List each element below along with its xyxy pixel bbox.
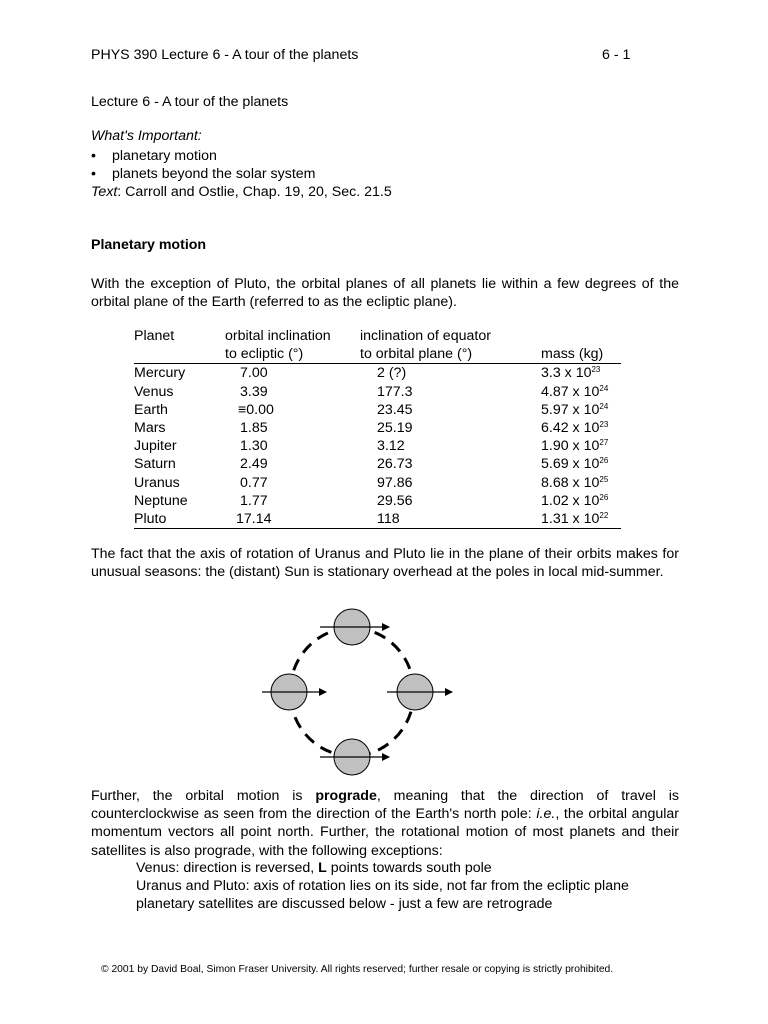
- section-title: Planetary motion: [91, 237, 207, 253]
- ie-abbrev: i.e.: [536, 806, 556, 823]
- header-cell: orbital inclination: [225, 328, 331, 344]
- table-row: [134, 401, 621, 419]
- mass-value: 5.97 x $10^{24}$: [541, 401, 609, 418]
- copyright-footer: © 2001 by David Boal, Simon Fraser University. All rights reserved; further resale or copying is strictly prohibited.: [101, 964, 614, 975]
- planet-name: Uranus: [134, 474, 180, 491]
- table-header-row: [134, 327, 621, 345]
- header-cell: [134, 345, 225, 364]
- exception-satellites: planetary satellites are discussed below - just a few are retrograde: [136, 896, 553, 912]
- header-cell: [541, 327, 621, 345]
- text-reference: [91, 184, 392, 200]
- equator-value: 26.73: [377, 456, 413, 473]
- inclination-value: 17.14: [225, 510, 360, 529]
- equator-value: 2 (?): [377, 365, 407, 382]
- bullet-item: • planetary motion: [91, 148, 217, 164]
- planet-name: Saturn: [134, 456, 176, 473]
- planet-name: Mercury: [134, 365, 186, 382]
- mass-value: 3.3 x $10^{23}$: [541, 365, 601, 382]
- table-row: [134, 510, 621, 529]
- inclination-value: 0.77: [240, 474, 268, 491]
- table-row: [134, 474, 621, 492]
- table-row: [134, 492, 621, 510]
- paragraph-ecliptic: With the exception of Pluto, the orbital planes of all planets lie within a few degrees of the orbital plane of the Earth (referred to as the ecliptic plane).: [91, 276, 679, 311]
- header-cell: Planet: [134, 328, 175, 344]
- orbit-diagram: [260, 602, 460, 782]
- lecture-title: Lecture 6 - A tour of the planets: [91, 94, 289, 110]
- important-heading: What's Important:: [91, 128, 202, 144]
- text-label: Text: [91, 184, 118, 200]
- equator-value: 25.19: [377, 420, 413, 437]
- inclination-value: 1.85: [240, 420, 268, 437]
- equator-value: 118: [360, 510, 541, 529]
- planet-name: Mars: [134, 420, 166, 437]
- bullet-text: planetary motion: [112, 148, 217, 164]
- table-row: [134, 437, 621, 455]
- equator-value: 3.12: [377, 438, 405, 455]
- mass-value: 4.87 x $10^{24}$: [541, 383, 609, 400]
- header-cell: to orbital plane (°): [360, 345, 541, 364]
- paragraph-prograde: Further, the orbital motion is prograde, meaning that the direction of travel is counterclockwise as seen from the direction of the Earth's north pole: i.e., the orbital angular momentum vectors all point north. Further, the rotational motion of most planets and their satellites is also prograde, with the following exceptions:: [91, 788, 679, 859]
- page-header-title: PHYS 390 Lecture 6 - A tour of the planets: [91, 47, 359, 63]
- inclination-value: 2.49: [240, 456, 268, 473]
- planet-name: Pluto: [134, 510, 225, 529]
- text-value: : Carroll and Ostlie, Chap. 19, 20, Sec. 21.5: [117, 184, 392, 200]
- inclination-value: 1.77: [240, 492, 268, 509]
- prograde-term: prograde: [315, 788, 377, 804]
- planet-name: Neptune: [134, 492, 188, 509]
- bullet-text: planets beyond the solar system: [112, 166, 316, 182]
- planet-name: Venus: [134, 383, 174, 400]
- table-row: [134, 364, 621, 383]
- inclination-value: 1.30: [240, 438, 268, 455]
- table-header-row: [134, 345, 621, 364]
- inclination-value: ≡0.00: [238, 401, 274, 418]
- table-row: [134, 455, 621, 473]
- mass-value: 1.02 x $10^{26}$: [541, 492, 609, 509]
- exception-uranus-pluto: Uranus and Pluto: axis of rotation lies on its side, not far from the ecliptic plane: [136, 878, 629, 894]
- exception-venus: Venus: direction is reversed, L points towards south pole: [136, 860, 492, 876]
- equator-value: 177.3: [377, 383, 413, 400]
- mass-value: 1.31 x $10^{22}$: [541, 510, 621, 529]
- header-cell: mass (kg): [541, 345, 621, 364]
- table-row: [134, 383, 621, 401]
- planet-name: Earth: [134, 401, 168, 418]
- mass-value: 6.42 x $10^{23}$: [541, 420, 609, 437]
- mass-value: 1.90 x $10^{27}$: [541, 438, 609, 455]
- planet-name: Jupiter: [134, 438, 177, 455]
- page-number: 6 - 1: [602, 47, 631, 63]
- paragraph-seasons: The fact that the axis of rotation of Uranus and Pluto lie in the plane of their orbits makes for unusual seasons: the (distant) Sun is stationary overhead at the poles in local mid-summer.: [91, 546, 679, 581]
- equator-value: 23.45: [377, 401, 413, 418]
- mass-value: 5.69 x $10^{26}$: [541, 456, 609, 473]
- planet-table: [134, 327, 621, 529]
- mass-value: 8.68 x $10^{25}$: [541, 474, 609, 491]
- header-cell: to ecliptic (°): [225, 345, 360, 364]
- inclination-value: 7.00: [240, 365, 268, 382]
- inclination-value: 3.39: [240, 383, 268, 400]
- table-row: [134, 419, 621, 437]
- equator-value: 97.86: [377, 474, 413, 491]
- bullet-item: • planets beyond the solar system: [91, 166, 316, 182]
- header-cell: inclination of equator: [360, 328, 491, 344]
- equator-value: 29.56: [377, 492, 413, 509]
- angular-momentum-symbol: L: [318, 860, 327, 876]
